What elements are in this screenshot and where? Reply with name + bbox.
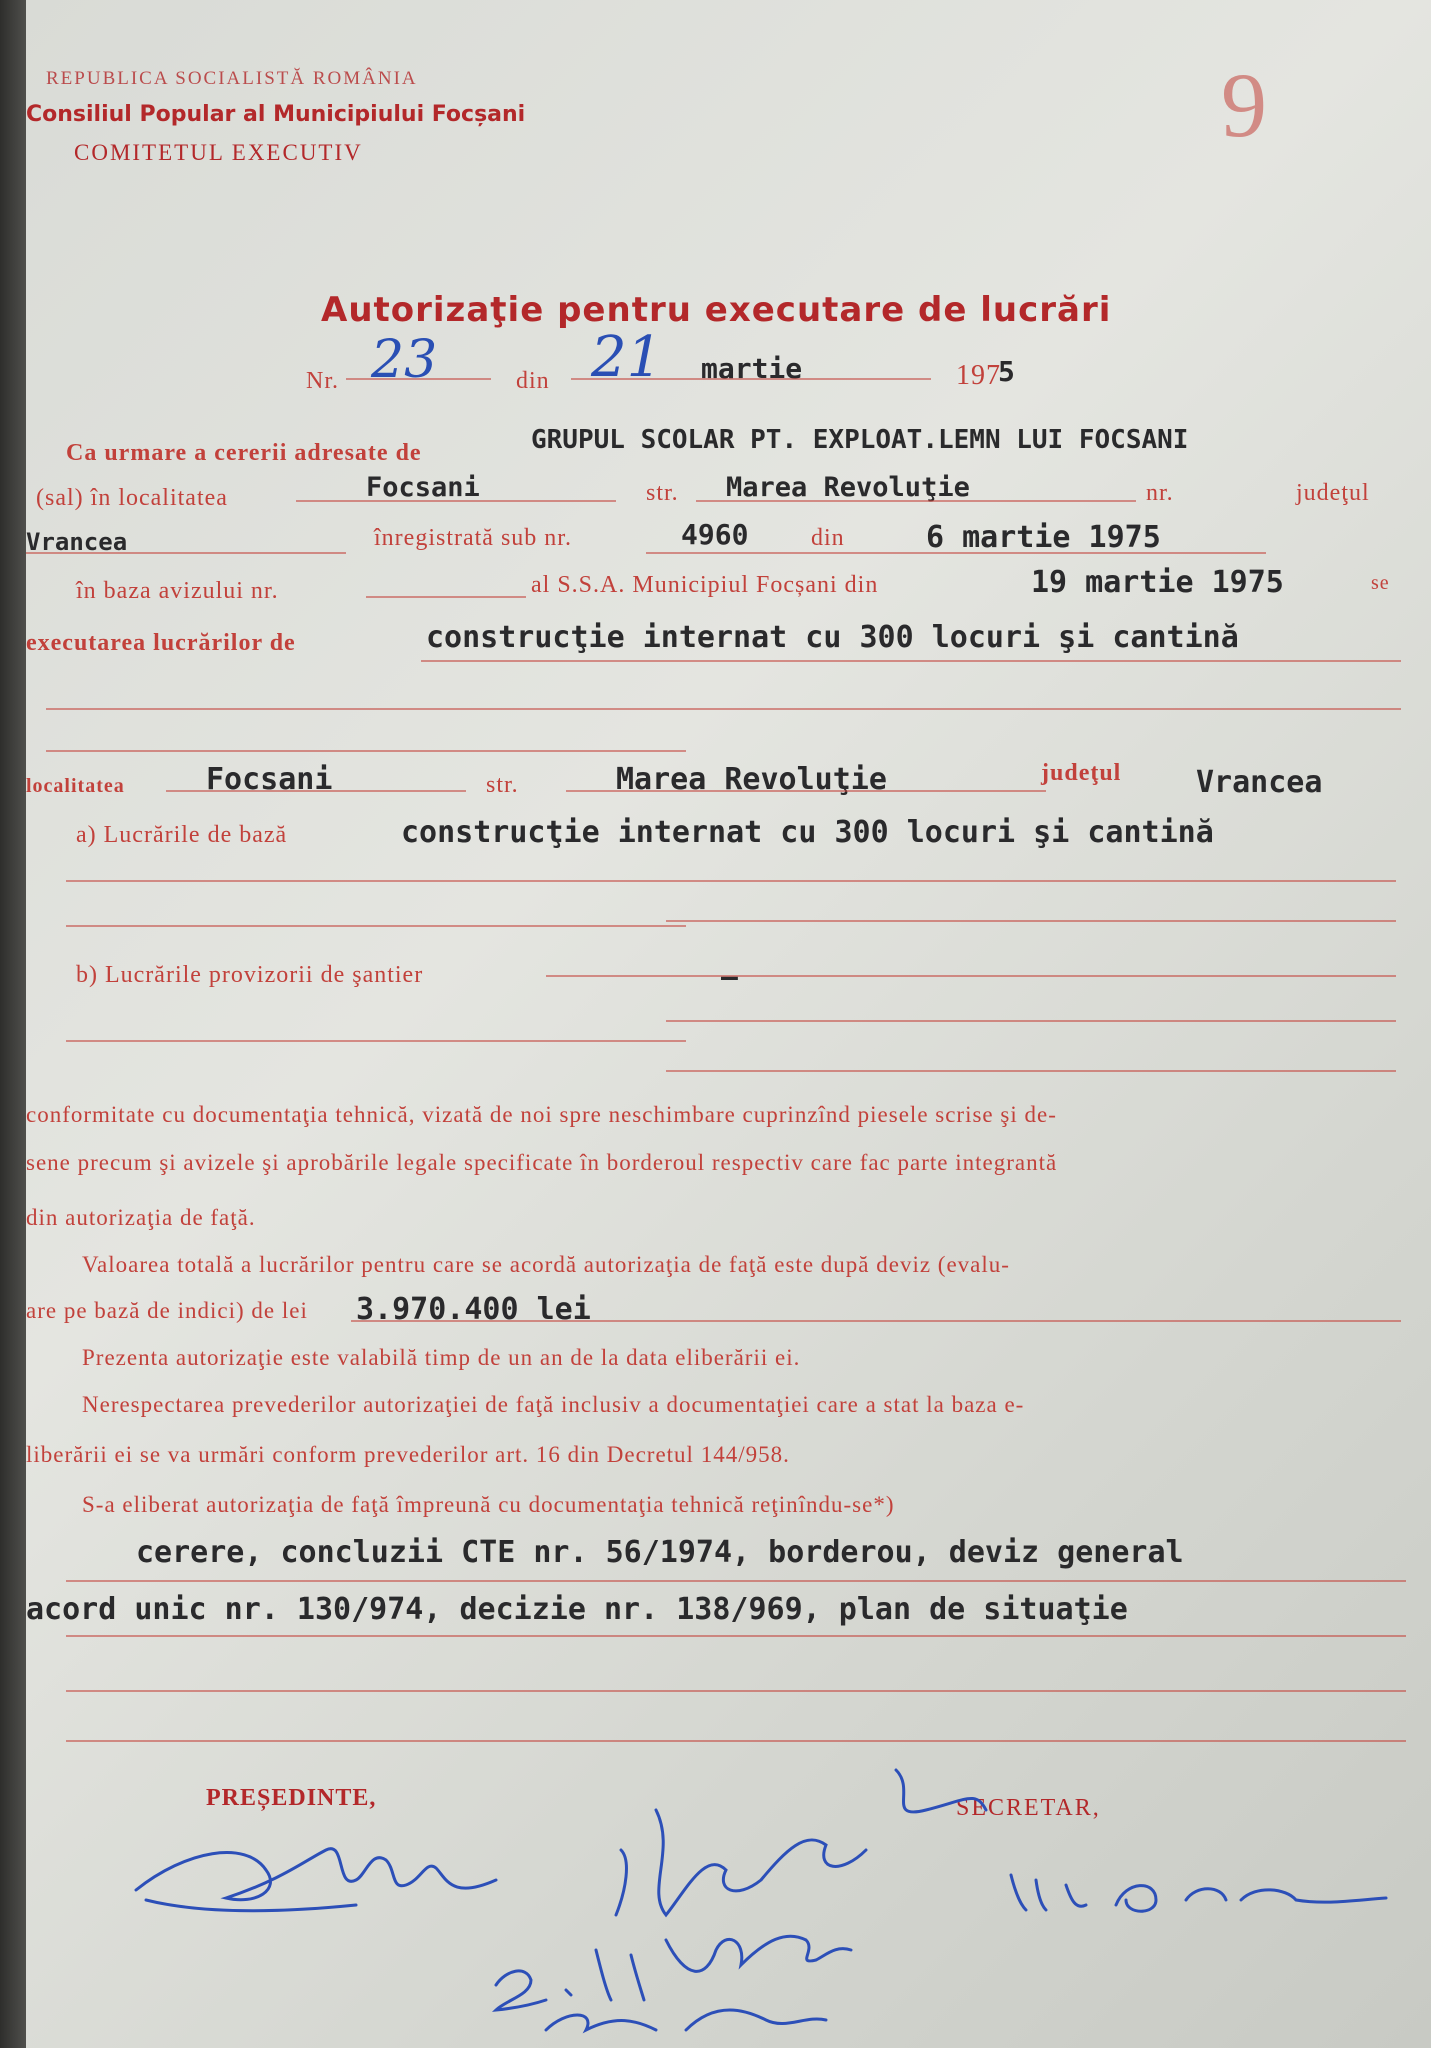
nr-label: Nr. [306, 368, 339, 394]
header-republic: REPUBLICA SOCIALISTĂ ROMÂNIA [46, 68, 418, 89]
registered-date: 6 martie 1975 [926, 520, 1161, 555]
president-label: PREȘEDINTE, [206, 1785, 377, 1811]
value-line [351, 1320, 1401, 1322]
street-label: str. [646, 480, 679, 506]
paragraph-7: Nerespectarea prevederilor autorizaţiei de faţă inclusiv a documentaţiei care a stat la baza e- [82, 1392, 1025, 1417]
prov-line-2 [666, 1020, 1396, 1022]
handwritten-signatures [26, 1700, 1431, 2040]
year-prefix: 197 [956, 360, 1001, 391]
aviz-tail: se [1371, 572, 1390, 594]
header-council: Consiliul Popular al Municipiului Focșani [26, 102, 526, 127]
county-value: Vrancea [26, 528, 128, 556]
works-line-1 [421, 660, 1401, 662]
basic-line-1 [66, 880, 1396, 882]
month-value: martie [701, 352, 803, 385]
locality-line [296, 500, 616, 502]
county-line [26, 552, 346, 554]
location-locality: Focsani [206, 762, 333, 797]
nr-value: 23 [371, 330, 438, 390]
applicant-value: GRUPUL SCOLAR PT. EXPLOAT.LEMN LUI FOCSANI [531, 425, 1189, 455]
location-county: Vrancea [1196, 765, 1323, 800]
paragraph-6: Prezenta autorizaţie este valabilă timp de un an de la data eliberării ei. [82, 1345, 801, 1370]
header-committee: COMITETUL EXECUTIV [74, 140, 363, 165]
aviz-label: în baza avizului nr. [76, 578, 279, 604]
retained-line-3 [66, 1690, 1406, 1692]
prov-line-4 [666, 1070, 1396, 1072]
day-value: 21 [591, 325, 663, 390]
retained-docs-2: acord unic nr. 130/974, decizie nr. 138/969, plan de situaţie [26, 1592, 1128, 1627]
location-street: Marea Revoluţie [616, 762, 887, 797]
registered-nr: 4960 [681, 518, 749, 551]
nr-line [346, 378, 491, 380]
retained-line-1 [66, 1580, 1406, 1582]
retained-docs-1: cerere, concluzii CTE nr. 56/1974, borderou, deviz general [136, 1535, 1184, 1570]
provisional-value: — [721, 960, 738, 993]
street-value: Marea Revoluţie [726, 472, 970, 503]
county-label: judeţul [1296, 480, 1370, 506]
provisional-label: b) Lucrările provizorii de şantier [76, 962, 424, 988]
works-value: construcţie internat cu 300 locuri şi cantină [426, 620, 1239, 655]
aviz-line [366, 596, 526, 598]
street-line [696, 500, 1136, 502]
paragraph-1: conformitate cu documentaţia tehnică, vizată de noi spre neschimbare cuprinzînd piesele scrise şi de- [26, 1102, 1057, 1127]
prov-line-3 [66, 1040, 686, 1042]
total-value: 3.970.400 lei [356, 1292, 591, 1327]
paragraph-2: sene precum şi avizele şi aprobările legale specificate în borderoul respectiv care fac parte integrantă [26, 1150, 1058, 1175]
ssa-label: al S.S.A. Municipiul Focșani din [531, 572, 879, 598]
secretary-label: SECRETAR, [956, 1795, 1101, 1821]
registered-line [646, 552, 1266, 554]
works-line-3 [46, 750, 686, 752]
locality-value: Focsani [366, 472, 480, 503]
paragraph-5: are pe bază de indici) de lei [26, 1298, 308, 1323]
paragraph-9: S-a eliberat autorizaţia de faţă împreună cu documentaţia tehnică reţinîndu-se*) [82, 1492, 895, 1517]
registered-din: din [811, 525, 845, 551]
location-locality-line [166, 790, 466, 792]
page-number: 9 [1221, 54, 1267, 156]
document-page [26, 0, 1431, 2048]
location-street-line [566, 790, 1046, 792]
basic-line-3 [666, 920, 1396, 922]
locality-label: (sal) în localitatea [36, 485, 228, 511]
paragraph-8: liberării ei se va urmări conform prevederilor art. 16 din Decretul 144/958. [26, 1442, 790, 1467]
paragraph-3: din autorizaţia de faţă. [26, 1205, 256, 1230]
date-line [571, 378, 931, 380]
aviz-date: 19 martie 1975 [1031, 565, 1284, 600]
basic-works-value: construcţie internat cu 300 locuri şi cantină [401, 815, 1214, 850]
din-label: din [516, 368, 550, 394]
works-line-2 [46, 708, 1401, 710]
nr-label-2: nr. [1146, 480, 1174, 506]
registered-label: înregistrată sub nr. [374, 525, 572, 551]
document-title: Autorizaţie pentru executare de lucrări [321, 290, 1112, 330]
location-county-label: judeţul [1041, 760, 1122, 786]
year-suffix: 5 [998, 355, 1015, 388]
paragraph-4: Valoarea totală a lucrărilor pentru care se acordă autorizaţia de faţă este după deviz (evalu- [82, 1252, 1010, 1277]
basic-works-label: a) Lucrările de bază [76, 822, 288, 848]
prov-line-1 [546, 975, 1396, 977]
works-label: executarea lucrărilor de [26, 630, 296, 656]
basic-line-2 [66, 925, 686, 927]
request-label: Ca urmare a cererii adresate de [66, 440, 422, 466]
location-street-label: str. [486, 772, 519, 798]
location-label: localitatea [26, 775, 125, 797]
retained-line-2 [66, 1635, 1406, 1637]
